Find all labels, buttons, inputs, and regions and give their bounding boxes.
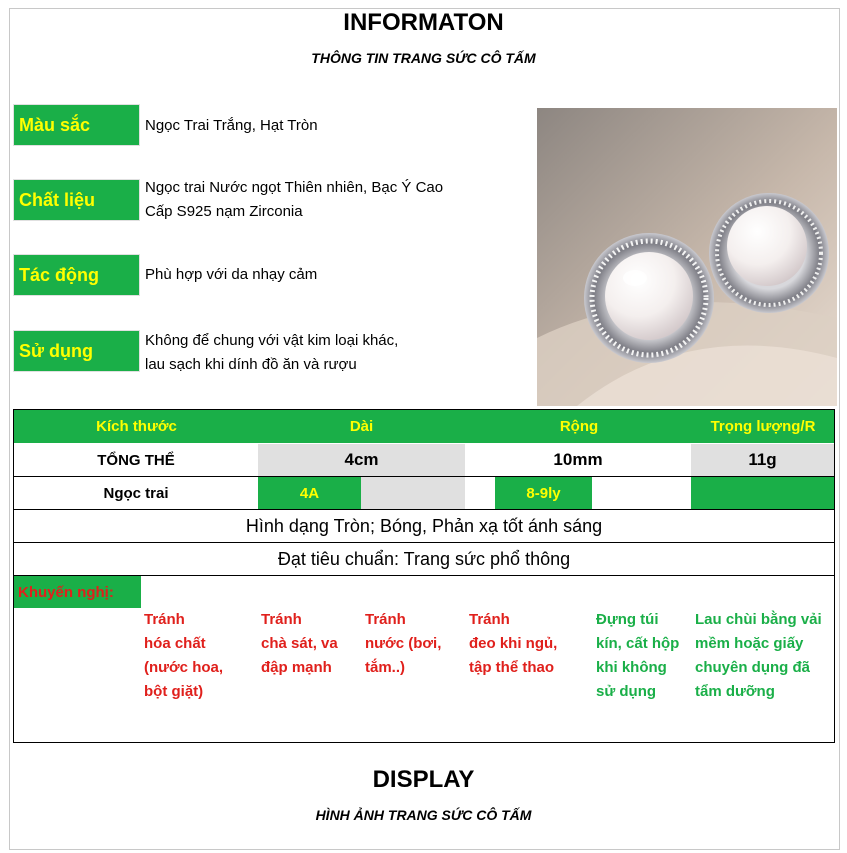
page-subtitle: THÔNG TIN TRANG SỨC CÔ TẤM — [311, 50, 536, 66]
display-title: DISPLAY — [372, 766, 475, 793]
recommend-label: Khuyến nghị: — [14, 576, 141, 608]
overall-width: 10mm — [553, 450, 603, 469]
recommend-avoid-water: Tránh nước (bơi, tắm..) — [365, 611, 442, 676]
col-header-width: Rộng — [474, 410, 684, 443]
spec-label-material: Chất liệu — [13, 179, 140, 221]
shape-description: Hình dạng Tròn; Bóng, Phản xạ tốt ánh sáng — [245, 515, 603, 536]
col-header-weight: Trọng lượng/R — [692, 410, 834, 443]
recommend-avoid-sleep-sport: Tránh đeo khi ngủ, tập thể thao — [469, 611, 558, 676]
recommend-storage: Đựng túi kín, cất hộp khi không sử dụng — [596, 611, 680, 700]
pearl-weight-blank — [691, 477, 834, 509]
spec-value-effect: Phù hợp với da nhạy cảm — [145, 266, 318, 283]
recommend-cleaning: Lau chùi bằng vải mềm hoặc giấy chuyên dụng đã tẩm dưỡng — [695, 611, 822, 700]
pearl-earring-photo — [537, 108, 837, 406]
spec-label-color: Màu sắc — [13, 104, 140, 146]
standard-description: Đạt tiêu chuẩn: Trang sức phổ thông — [277, 548, 571, 569]
pearl-size: 8-9ly — [495, 477, 592, 509]
spec-value-color: Ngọc Trai Trắng, Hạt Tròn — [145, 117, 318, 134]
spec-value-usage: Không để chung với vật kim loại khác, lau sạch khi dính đồ ăn và rượu — [145, 332, 399, 373]
spec-value-material: Ngọc trai Nước ngọt Thiên nhiên, Bạc Ý Cao Cấp S925 nạm Zirconia — [145, 179, 444, 220]
col-header-size: Kích thước — [44, 410, 229, 443]
spec-label-usage: Sử dụng — [13, 330, 140, 372]
display-subtitle: HÌNH ẢNH TRANG SỨC CÔ TẤM — [315, 807, 532, 823]
overall-length: 4cm — [258, 444, 465, 476]
row-label-overall: TỔNG THỂ — [97, 451, 175, 469]
row-label-pearl: Ngọc trai — [103, 484, 169, 502]
spec-label-effect: Tác động — [13, 254, 140, 296]
pearl-grade: 4A — [258, 477, 361, 509]
overall-weight: 11g — [691, 444, 834, 476]
page-title: INFORMATON — [343, 9, 504, 36]
recommend-avoid-impact: Tránh chà sát, va đập mạnh — [261, 611, 338, 676]
recommend-avoid-chemicals: Tránh hóa chất (nước hoa, bột giặt) — [144, 611, 224, 700]
pearl-grade-blank — [361, 477, 465, 509]
col-header-length: Dài — [259, 410, 464, 443]
size-table — [13, 409, 835, 743]
